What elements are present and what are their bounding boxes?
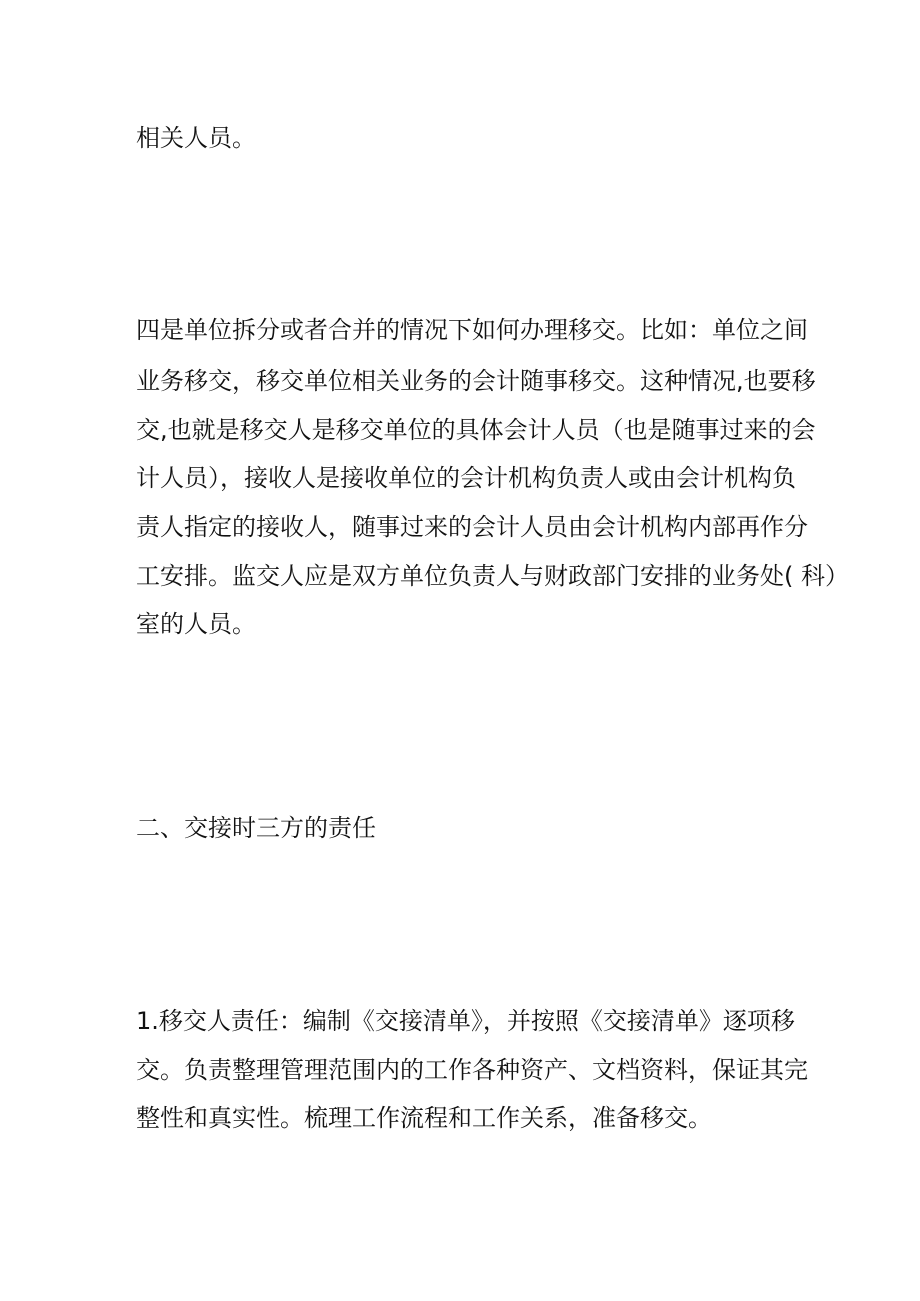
paragraph-four-line-4: 计人员），接收人是接收单位的会计机构负责人或由会计机构负: [136, 464, 796, 492]
paragraph-four-line-3: 交,也就是移交人是移交单位的具体会计人员（也是随事过来的会: [136, 416, 816, 444]
paragraph-four-line-2: 业务移交，移交单位相关业务的会计随事移交。这种情况,也要移: [136, 367, 816, 395]
item-one-line-2: 交。负责整理管理范围内的工作各种资产、文档资料，保证其完: [136, 1056, 808, 1084]
item-one-line-1: 1.移交人责任：编制《交接清单》，并按照《交接清单》逐项移: [136, 1007, 795, 1035]
section-two-heading: 二、交接时三方的责任: [136, 814, 376, 842]
paragraph-four-line-6: 工安排。监交人应是双方单位负责人与财政部门安排的业务处( 科）: [136, 562, 849, 590]
paragraph-four-line-7: 室的人员。: [136, 610, 256, 638]
paragraph-fragment-line-1: 相关人员。: [136, 124, 256, 152]
paragraph-four-line-1: 四是单位拆分或者合并的情况下如何办理移交。比如：单位之间: [136, 316, 808, 344]
item-one-line-3: 整性和真实性。梳理工作流程和工作关系，准备移交。: [136, 1104, 712, 1132]
paragraph-four-line-5: 责人指定的接收人，随事过来的会计人员由会计机构内部再作分: [136, 513, 808, 541]
